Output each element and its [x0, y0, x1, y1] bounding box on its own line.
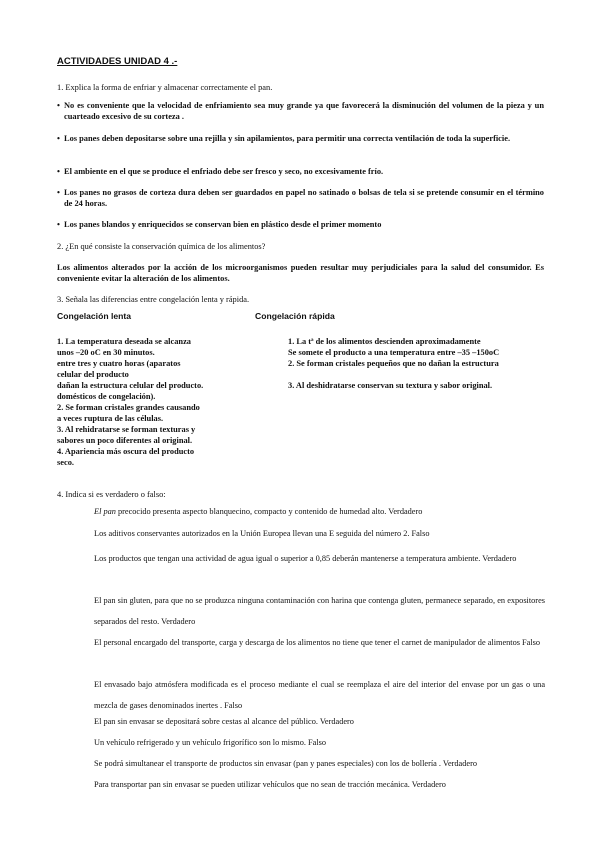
statement-5 — [94, 632, 545, 653]
list-item: Se somete el producto a una temperatura entre –35 –150oC — [288, 348, 500, 357]
bullet-text: Los panes blandos y enriquecidos se conservan bien en plástico desde el primer momento — [64, 220, 382, 229]
bullet-text: No es conveniente que la velocidad de enfriamiento sea muy grande ya que favorecerá la disminución del volumen de la pieza y un cuarteado excesivo de su corteza . — [64, 101, 544, 121]
page-title: ACTIVIDADES UNIDAD 4 .- — [57, 56, 178, 67]
list-item: 1. La temperatura deseada se alcanza — [57, 337, 191, 346]
statement-2 — [94, 528, 545, 539]
list-item: sabores un poco diferentes al original. — [57, 436, 193, 445]
statement-text: precocido presenta aspecto blanquecino, compacto y contenido de humedad alto. Verdadero — [115, 507, 423, 516]
bullet-5 — [57, 219, 544, 230]
statement-text: El pan sin envasar se depositará sobre cestas al alcance del público. Verdadero — [94, 717, 354, 726]
statement-10 — [94, 779, 545, 790]
statement-text: El pan sin gluten, para que no se produzca ninguna contaminación con harina que contenga gluten, permanece separado, en expositores separados del resto. Verdadero — [94, 596, 545, 626]
fast-freezing-heading: Congelación rápida — [255, 311, 335, 321]
question-4: 4. Indica si es verdadero o falso: — [57, 490, 166, 499]
list-item: dañan la estructura celular del producto. — [57, 381, 204, 390]
statement-6 — [94, 674, 545, 716]
bullet-dot-icon: • — [57, 188, 60, 197]
question-3: 3. Señala las diferencias entre congelación lenta y rápida. — [57, 295, 250, 304]
statement-7 — [94, 716, 545, 727]
bullet-dot-icon: • — [57, 101, 60, 110]
list-item: domésticos de congelación). — [57, 392, 156, 401]
statement-9 — [94, 758, 545, 769]
question-1: 1. Explica la forma de enfriar y almacenar correctamente el pan. — [57, 83, 273, 92]
slow-freezing-list — [57, 336, 277, 468]
statement-italic: El pan — [94, 507, 116, 516]
bullet-text: Los panes no grasos de corteza dura deben ser guardados en papel no satinado o bolsas de tela si se pretende consumir en el término de 24 horas. — [64, 188, 544, 208]
bullet-2 — [57, 133, 544, 144]
statement-text: Para transportar pan sin envasar se pueden utilizar vehículos que no sean de tracción mecánica. Verdadero — [94, 780, 446, 789]
list-item: unos –20 oC en 30 minutos. — [57, 348, 155, 357]
statement-4 — [94, 590, 545, 632]
bullet-1 — [57, 100, 544, 122]
list-item: 2. Se forman cristales pequeños que no dañan la estructura — [288, 359, 499, 368]
question-2: 2. ¿En qué consiste la conservación química de los alimentos? — [57, 242, 266, 251]
bullet-dot-icon: • — [57, 220, 60, 229]
statement-8 — [94, 737, 545, 748]
answer-2: Los alimentos alterados por la acción de los microorganismos pueden resultar muy perjudiciales para la salud del consumidor. Es conveniente evitar la alteración de los alimentos. — [57, 263, 544, 283]
list-item: 2. Se forman cristales grandes causando — [57, 403, 200, 412]
statement-text: El envasado bajo atmósfera modificada es el proceso mediante el cual se reemplaza el aire del interior del envase por un gas o una mezcla de gases denominados inertes . Falso — [94, 680, 545, 710]
bullet-text: Los panes deben depositarse sobre una rejilla y sin apilamientos, para permitir una correcta ventilación de toda la superficie. — [64, 134, 511, 143]
list-item — [288, 369, 558, 380]
list-item: 3. Al rehidratarse se forman texturas y — [57, 425, 196, 434]
bullet-text: El ambiente en el que se produce el enfriado debe ser fresco y seco, no excesivamente frío. — [64, 167, 384, 176]
statement-3 — [94, 548, 545, 569]
list-item: 4. Apariencia más oscura del producto — [57, 447, 195, 456]
list-item: celular del producto — [57, 370, 129, 379]
list-item: seco. — [57, 458, 74, 467]
bullet-dot-icon: • — [57, 134, 60, 143]
bullet-4 — [57, 187, 544, 209]
list-item: 3. Al deshidratarse conservan su textura y sabor original. — [288, 381, 493, 390]
statement-text: Los aditivos conservantes autorizados en la Unión Europea llevan una E seguida del número 2. Falso — [94, 529, 430, 538]
slow-freezing-heading: Congelación lenta — [57, 311, 132, 321]
list-item: entre tres y cuatro horas (aparatos — [57, 359, 181, 368]
bullet-3 — [57, 166, 544, 177]
fast-freezing-list — [288, 336, 558, 391]
statement-1 — [94, 506, 545, 517]
bullet-dot-icon: • — [57, 167, 60, 176]
statement-text: Los productos que tengan una actividad de agua igual o superior a 0,85 deberán mantenerse a temperatura ambiente. Verdadero — [94, 554, 517, 563]
statement-text: Se podrá simultanear el transporte de productos sin envasar (pan y panes especiales) con los de bollería . Verdadero — [94, 759, 477, 768]
statement-text: Un vehículo refrigerado y un vehículo frigorífico son lo mismo. Falso — [94, 738, 327, 747]
statement-text: El personal encargado del transporte, carga y descarga de los alimentos no tiene que tener el carnet de manipulador de alimentos Falso — [94, 638, 541, 647]
list-item: 1. La tª de los alimentos descienden aproximadamente — [288, 337, 481, 346]
list-item: a veces ruptura de las células. — [57, 414, 164, 423]
